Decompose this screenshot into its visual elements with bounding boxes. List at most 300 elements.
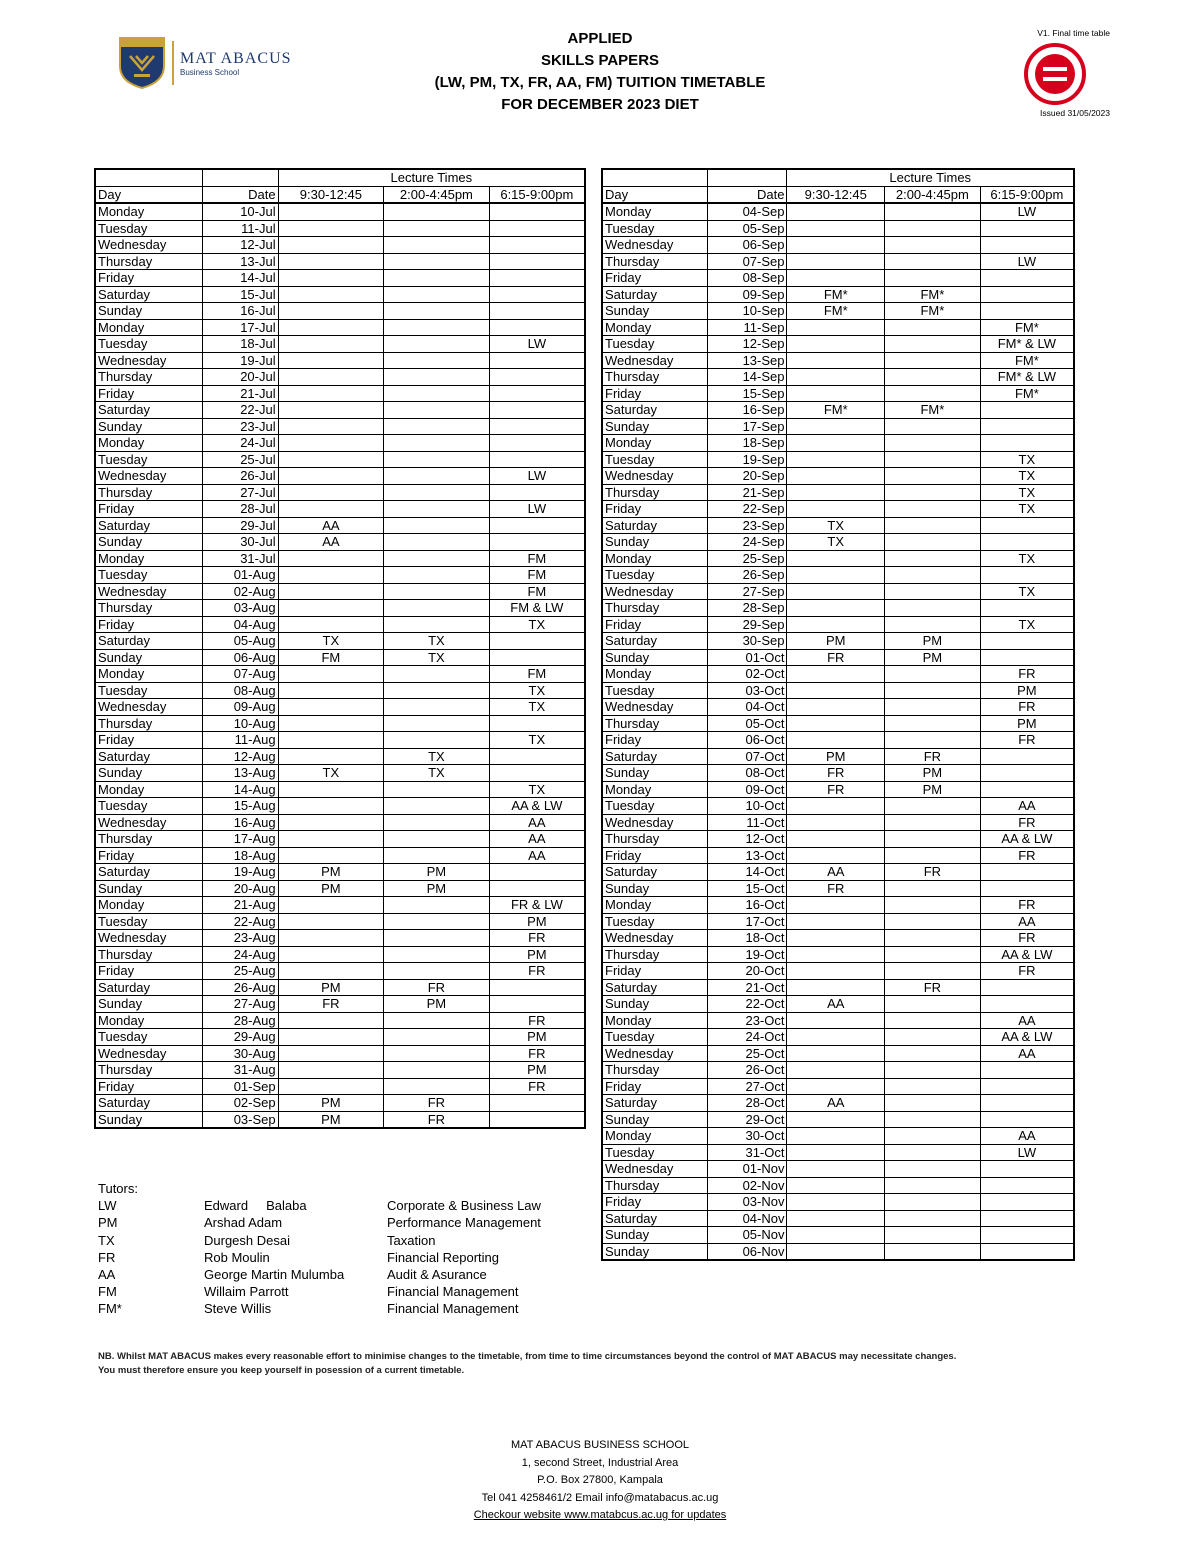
slot-afternoon-cell: PM bbox=[885, 781, 981, 798]
slot-morning-cell bbox=[787, 963, 885, 980]
slot-morning-cell bbox=[787, 732, 885, 749]
slot-afternoon-cell bbox=[384, 1012, 490, 1029]
slot-evening-cell: FM bbox=[489, 583, 585, 600]
table-row bbox=[602, 682, 1074, 699]
table-row bbox=[602, 798, 1074, 815]
slot-afternoon-cell bbox=[384, 418, 490, 435]
slot-evening-cell: TX bbox=[980, 583, 1074, 600]
slot-morning-cell bbox=[278, 699, 383, 716]
slot-afternoon-cell bbox=[885, 253, 981, 270]
slot-morning-cell bbox=[787, 352, 885, 369]
timetable-sep-nov bbox=[601, 168, 1075, 1261]
slot-evening-cell bbox=[980, 303, 1074, 320]
day-cell: Sunday bbox=[602, 418, 708, 435]
date-cell: 04-Oct bbox=[708, 699, 787, 716]
slot-morning-cell bbox=[278, 352, 383, 369]
day-cell: Monday bbox=[95, 1012, 203, 1029]
slot-evening-cell: AA bbox=[489, 814, 585, 831]
paper-code: PM bbox=[98, 1215, 118, 1231]
slot-afternoon-cell bbox=[384, 732, 490, 749]
table-row bbox=[602, 501, 1074, 518]
slot-afternoon-cell bbox=[885, 203, 981, 220]
slot-afternoon-cell bbox=[384, 666, 490, 683]
date-cell: 12-Aug bbox=[203, 748, 279, 765]
paper-subject: Financial Management bbox=[387, 1301, 519, 1317]
tutor-row bbox=[98, 1266, 541, 1283]
lecture-times-header: Lecture Times bbox=[787, 169, 1074, 186]
day-cell: Sunday bbox=[602, 1111, 708, 1128]
slot-morning-cell: TX bbox=[278, 765, 383, 782]
day-cell: Tuesday bbox=[602, 1029, 708, 1046]
date-cell: 20-Aug bbox=[203, 880, 279, 897]
table-row bbox=[602, 418, 1074, 435]
date-cell: 22-Oct bbox=[708, 996, 787, 1013]
slot-afternoon-cell: PM bbox=[384, 996, 490, 1013]
slot-evening-cell bbox=[489, 1111, 585, 1128]
date-cell: 05-Aug bbox=[203, 633, 279, 650]
day-cell: Sunday bbox=[95, 880, 203, 897]
table-row bbox=[95, 270, 585, 287]
slot-afternoon-cell bbox=[384, 715, 490, 732]
table-row bbox=[602, 1161, 1074, 1178]
day-cell: Thursday bbox=[602, 1177, 708, 1194]
slot-morning-cell: FM* bbox=[787, 402, 885, 419]
day-cell: Monday bbox=[602, 550, 708, 567]
slot-morning-cell bbox=[787, 1227, 885, 1244]
slot-morning-cell bbox=[278, 1078, 383, 1095]
date-cell: 23-Oct bbox=[708, 1012, 787, 1029]
day-cell: Wednesday bbox=[95, 1045, 203, 1062]
date-cell: 10-Oct bbox=[708, 798, 787, 815]
table-row bbox=[602, 402, 1074, 419]
table-row bbox=[602, 253, 1074, 270]
date-cell: 10-Aug bbox=[203, 715, 279, 732]
slot-morning-cell bbox=[278, 501, 383, 518]
slot-evening-cell: PM bbox=[489, 946, 585, 963]
slot-morning-cell bbox=[787, 798, 885, 815]
slot-afternoon-cell bbox=[885, 996, 981, 1013]
table-row bbox=[95, 286, 585, 303]
slot-afternoon-cell bbox=[384, 1045, 490, 1062]
slot-afternoon-cell bbox=[885, 435, 981, 452]
table-row bbox=[95, 781, 585, 798]
slot-afternoon-cell bbox=[885, 1029, 981, 1046]
paper-code: LW bbox=[98, 1198, 117, 1214]
date-cell: 06-Nov bbox=[708, 1243, 787, 1260]
slot-afternoon-cell bbox=[885, 1161, 981, 1178]
table-row bbox=[602, 649, 1074, 666]
slot-evening-cell bbox=[489, 484, 585, 501]
slot-morning-cell bbox=[278, 814, 383, 831]
day-cell: Wednesday bbox=[602, 468, 708, 485]
table-row bbox=[602, 203, 1074, 220]
table-row bbox=[602, 336, 1074, 353]
slot-evening-cell: TX bbox=[489, 616, 585, 633]
slot-morning-cell: TX bbox=[787, 517, 885, 534]
day-cell: Monday bbox=[602, 781, 708, 798]
day-cell: Sunday bbox=[602, 1243, 708, 1260]
slot-morning-cell bbox=[787, 1243, 885, 1260]
slot-afternoon-cell bbox=[885, 237, 981, 254]
table-row bbox=[95, 963, 585, 980]
date-cell: 29-Sep bbox=[708, 616, 787, 633]
day-cell: Tuesday bbox=[602, 567, 708, 584]
slot-morning-cell: PM bbox=[278, 880, 383, 897]
slot-evening-cell bbox=[980, 1161, 1074, 1178]
table-row bbox=[95, 682, 585, 699]
date-cell: 15-Oct bbox=[708, 880, 787, 897]
slot-evening-cell: FR bbox=[980, 732, 1074, 749]
slot-afternoon-cell bbox=[384, 897, 490, 914]
slot-evening-cell bbox=[980, 435, 1074, 452]
day-cell: Thursday bbox=[602, 484, 708, 501]
slot-afternoon-cell: FR bbox=[384, 1095, 490, 1112]
slot-afternoon-cell bbox=[885, 418, 981, 435]
slot-afternoon-cell: TX bbox=[384, 649, 490, 666]
day-cell: Friday bbox=[602, 501, 708, 518]
table-row bbox=[95, 913, 585, 930]
table-row bbox=[95, 814, 585, 831]
day-cell: Saturday bbox=[95, 1095, 203, 1112]
slot-evening-cell: FR bbox=[489, 1012, 585, 1029]
slot-morning-cell bbox=[787, 1045, 885, 1062]
day-cell: Tuesday bbox=[95, 682, 203, 699]
slot-evening-cell bbox=[980, 220, 1074, 237]
slot-evening-cell bbox=[980, 979, 1074, 996]
slot-morning-cell bbox=[787, 930, 885, 947]
slot-evening-cell bbox=[980, 1111, 1074, 1128]
slot-morning-cell bbox=[787, 319, 885, 336]
slot-morning-cell bbox=[278, 798, 383, 815]
slot-morning-cell bbox=[278, 1012, 383, 1029]
slot-evening-cell: AA & LW bbox=[980, 946, 1074, 963]
slot-morning-cell bbox=[278, 567, 383, 584]
table-row bbox=[95, 715, 585, 732]
tutor-name: Steve Willis bbox=[204, 1301, 272, 1317]
slot-evening-cell bbox=[489, 435, 585, 452]
footer bbox=[350, 1437, 850, 1525]
day-cell: Monday bbox=[602, 203, 708, 220]
slot-evening-cell bbox=[980, 649, 1074, 666]
day-cell: Monday bbox=[602, 1012, 708, 1029]
date-cell: 17-Sep bbox=[708, 418, 787, 435]
slot-afternoon-cell bbox=[384, 286, 490, 303]
paper-code: AA bbox=[98, 1267, 116, 1283]
date-header: Date bbox=[203, 186, 279, 203]
day-cell: Friday bbox=[602, 1194, 708, 1211]
slot-morning-cell bbox=[278, 748, 383, 765]
slot-morning-cell bbox=[278, 583, 383, 600]
date-cell: 19-Jul bbox=[203, 352, 279, 369]
brand-name: MAT ABACUS bbox=[180, 49, 292, 67]
slot-morning-cell bbox=[278, 913, 383, 930]
footer-website-link[interactable]: Checkour website www.matabcus.ac.ug for updates bbox=[473, 1509, 727, 1521]
date-cell: 24-Sep bbox=[708, 534, 787, 551]
day-cell: Sunday bbox=[602, 649, 708, 666]
table-row bbox=[95, 616, 585, 633]
slot-afternoon-cell bbox=[885, 583, 981, 600]
date-cell: 05-Sep bbox=[708, 220, 787, 237]
disclaimer-note bbox=[98, 1350, 1098, 1378]
paper-subject: Performance Management bbox=[387, 1215, 541, 1231]
date-cell: 13-Sep bbox=[708, 352, 787, 369]
slot-afternoon-cell bbox=[384, 847, 490, 864]
slot-evening-cell: AA bbox=[980, 1045, 1074, 1062]
date-cell: 21-Jul bbox=[203, 385, 279, 402]
date-cell: 28-Oct bbox=[708, 1095, 787, 1112]
slot-morning-cell bbox=[787, 847, 885, 864]
date-cell: 18-Oct bbox=[708, 930, 787, 947]
slot-morning-cell bbox=[787, 979, 885, 996]
table-row bbox=[95, 336, 585, 353]
slot-morning-cell: PM bbox=[278, 979, 383, 996]
day-cell: Thursday bbox=[95, 1062, 203, 1079]
slot-evening-cell: FR bbox=[980, 666, 1074, 683]
slot-evening-cell bbox=[980, 1227, 1074, 1244]
date-cell: 02-Sep bbox=[203, 1095, 279, 1112]
date-cell: 17-Jul bbox=[203, 319, 279, 336]
slot-evening-cell bbox=[489, 996, 585, 1013]
table-row bbox=[602, 550, 1074, 567]
slot-morning-cell bbox=[278, 336, 383, 353]
slot-afternoon-cell bbox=[384, 682, 490, 699]
slot-morning-cell: FM bbox=[278, 649, 383, 666]
slot-morning-cell bbox=[278, 253, 383, 270]
day-cell: Saturday bbox=[602, 1095, 708, 1112]
table-row bbox=[602, 732, 1074, 749]
day-cell: Saturday bbox=[95, 748, 203, 765]
date-cell: 30-Aug bbox=[203, 1045, 279, 1062]
slot-evening-cell: FR & LW bbox=[489, 897, 585, 914]
slot-afternoon-cell bbox=[885, 1243, 981, 1260]
slot-evening-cell bbox=[980, 1194, 1074, 1211]
slot-evening-cell: FM bbox=[489, 666, 585, 683]
slot-morning-cell: PM bbox=[787, 748, 885, 765]
slot-afternoon-cell: FR bbox=[384, 979, 490, 996]
slot-header: 6:15-9:00pm bbox=[980, 186, 1074, 203]
date-cell: 11-Jul bbox=[203, 220, 279, 237]
slot-afternoon-cell bbox=[885, 336, 981, 353]
table-row bbox=[602, 1029, 1074, 1046]
paper-subject: Audit & Asurance bbox=[387, 1267, 487, 1283]
date-cell: 25-Oct bbox=[708, 1045, 787, 1062]
slot-morning-cell: PM bbox=[278, 1111, 383, 1128]
slot-afternoon-cell bbox=[384, 501, 490, 518]
slot-morning-cell bbox=[278, 468, 383, 485]
slot-evening-cell bbox=[980, 418, 1074, 435]
paper-subject: Financial Management bbox=[387, 1284, 519, 1300]
day-cell: Thursday bbox=[602, 600, 708, 617]
slot-afternoon-cell bbox=[384, 385, 490, 402]
table-row bbox=[95, 600, 585, 617]
day-cell: Thursday bbox=[602, 831, 708, 848]
slot-afternoon-cell bbox=[885, 600, 981, 617]
slot-morning-cell bbox=[787, 369, 885, 386]
slot-morning-cell bbox=[787, 501, 885, 518]
table-row bbox=[95, 946, 585, 963]
date-cell: 12-Oct bbox=[708, 831, 787, 848]
slot-evening-cell: FR bbox=[980, 847, 1074, 864]
date-cell: 05-Oct bbox=[708, 715, 787, 732]
slot-afternoon-cell bbox=[384, 253, 490, 270]
slot-morning-cell bbox=[278, 286, 383, 303]
paper-subject: Financial Reporting bbox=[387, 1249, 500, 1265]
table-row bbox=[602, 864, 1074, 881]
slot-morning-cell bbox=[278, 847, 383, 864]
day-cell: Wednesday bbox=[95, 583, 203, 600]
date-cell: 13-Jul bbox=[203, 253, 279, 270]
date-cell: 25-Aug bbox=[203, 963, 279, 980]
date-cell: 13-Aug bbox=[203, 765, 279, 782]
slot-header: 9:30-12:45 bbox=[787, 186, 885, 203]
brand-subtitle: Business School bbox=[180, 67, 240, 77]
slot-evening-cell bbox=[489, 286, 585, 303]
day-cell: Wednesday bbox=[602, 352, 708, 369]
date-cell: 01-Aug bbox=[203, 567, 279, 584]
day-cell: Saturday bbox=[95, 402, 203, 419]
slot-afternoon-cell bbox=[384, 237, 490, 254]
day-cell: Sunday bbox=[95, 765, 203, 782]
date-cell: 24-Oct bbox=[708, 1029, 787, 1046]
slot-evening-cell bbox=[489, 220, 585, 237]
slot-morning-cell bbox=[787, 682, 885, 699]
date-cell: 19-Aug bbox=[203, 864, 279, 881]
slot-morning-cell bbox=[787, 814, 885, 831]
slot-evening-cell bbox=[489, 451, 585, 468]
slot-morning-cell bbox=[787, 1210, 885, 1227]
slot-evening-cell bbox=[489, 237, 585, 254]
tutor-row bbox=[98, 1214, 541, 1231]
table-row bbox=[602, 385, 1074, 402]
slot-evening-cell bbox=[489, 864, 585, 881]
day-cell: Saturday bbox=[602, 979, 708, 996]
tutor-name: Arshad Adam bbox=[204, 1215, 283, 1231]
day-cell: Tuesday bbox=[602, 220, 708, 237]
table-row bbox=[95, 583, 585, 600]
slot-afternoon-cell bbox=[384, 1078, 490, 1095]
slot-evening-cell bbox=[489, 534, 585, 551]
slot-morning-cell: AA bbox=[278, 534, 383, 551]
table-row bbox=[95, 649, 585, 666]
slot-morning-cell: PM bbox=[278, 1095, 383, 1112]
slot-afternoon-cell bbox=[885, 270, 981, 287]
slot-evening-cell: TX bbox=[980, 616, 1074, 633]
slot-afternoon-cell bbox=[384, 583, 490, 600]
date-cell: 03-Nov bbox=[708, 1194, 787, 1211]
timetable-jul-sep bbox=[94, 168, 586, 1129]
date-cell: 27-Oct bbox=[708, 1078, 787, 1095]
slot-evening-cell bbox=[980, 1243, 1074, 1260]
table-row bbox=[602, 435, 1074, 452]
slot-evening-cell bbox=[489, 253, 585, 270]
date-cell: 15-Jul bbox=[203, 286, 279, 303]
slot-morning-cell bbox=[278, 220, 383, 237]
slot-afternoon-cell bbox=[885, 1062, 981, 1079]
slot-afternoon-cell: FR bbox=[384, 1111, 490, 1128]
slot-morning-cell: FR bbox=[787, 880, 885, 897]
slot-morning-cell: AA bbox=[278, 517, 383, 534]
date-cell: 11-Sep bbox=[708, 319, 787, 336]
slot-evening-cell bbox=[980, 996, 1074, 1013]
slot-afternoon-cell bbox=[885, 1012, 981, 1029]
table-row bbox=[602, 715, 1074, 732]
slot-header: 9:30-12:45 bbox=[278, 186, 383, 203]
day-cell: Tuesday bbox=[602, 798, 708, 815]
title-line: (LW, PM, TX, FR, AA, FM) TUITION TIMETABLE bbox=[434, 74, 766, 91]
slot-evening-cell: FR bbox=[980, 814, 1074, 831]
slot-evening-cell bbox=[980, 765, 1074, 782]
slot-evening-cell: TX bbox=[980, 550, 1074, 567]
table-row bbox=[602, 633, 1074, 650]
date-cell: 05-Nov bbox=[708, 1227, 787, 1244]
slot-afternoon-cell bbox=[885, 946, 981, 963]
table-row bbox=[95, 203, 585, 220]
date-cell: 07-Oct bbox=[708, 748, 787, 765]
table-row bbox=[602, 666, 1074, 683]
slot-morning-cell: FR bbox=[787, 765, 885, 782]
slot-morning-cell: FM* bbox=[787, 303, 885, 320]
slot-evening-cell bbox=[489, 369, 585, 386]
table-row bbox=[95, 765, 585, 782]
day-cell: Friday bbox=[602, 847, 708, 864]
slot-evening-cell: FM & LW bbox=[489, 600, 585, 617]
slot-morning-cell bbox=[787, 270, 885, 287]
slot-evening-cell: FM bbox=[489, 567, 585, 584]
slot-evening-cell: PM bbox=[489, 913, 585, 930]
slot-morning-cell bbox=[787, 715, 885, 732]
slot-afternoon-cell: FR bbox=[885, 748, 981, 765]
table-row bbox=[602, 1128, 1074, 1145]
slot-morning-cell: AA bbox=[787, 864, 885, 881]
lecture-times-header: Lecture Times bbox=[278, 169, 585, 186]
approved-stamp-icon bbox=[1023, 42, 1087, 106]
table-row bbox=[95, 831, 585, 848]
slot-morning-cell bbox=[787, 1144, 885, 1161]
tutor-row bbox=[98, 1249, 541, 1266]
slot-evening-cell: TX bbox=[980, 484, 1074, 501]
slot-afternoon-cell: PM bbox=[885, 649, 981, 666]
table-row bbox=[95, 385, 585, 402]
slot-evening-cell: PM bbox=[980, 682, 1074, 699]
slot-afternoon-cell bbox=[885, 798, 981, 815]
slot-afternoon-cell bbox=[885, 501, 981, 518]
slot-header: 2:00-4:45pm bbox=[384, 186, 490, 203]
slot-evening-cell bbox=[489, 385, 585, 402]
slot-morning-cell bbox=[787, 699, 885, 716]
slot-afternoon-cell bbox=[885, 517, 981, 534]
day-cell: Wednesday bbox=[602, 699, 708, 716]
title-line: FOR DECEMBER 2023 DIET bbox=[501, 96, 699, 113]
date-cell: 02-Aug bbox=[203, 583, 279, 600]
date-cell: 31-Jul bbox=[203, 550, 279, 567]
date-cell: 14-Oct bbox=[708, 864, 787, 881]
slot-afternoon-cell bbox=[885, 682, 981, 699]
date-cell: 30-Sep bbox=[708, 633, 787, 650]
slot-morning-cell bbox=[278, 616, 383, 633]
date-cell: 11-Aug bbox=[203, 732, 279, 749]
slot-morning-cell bbox=[787, 913, 885, 930]
table-row bbox=[602, 270, 1074, 287]
note-line: NB. Whilst MAT ABACUS makes every reasonable effort to minimise changes to the timetable, from time to time circumstances beyond the control of MAT ABACUS may necessitate changes. bbox=[98, 1351, 957, 1362]
slot-evening-cell bbox=[980, 1210, 1074, 1227]
date-cell: 10-Jul bbox=[203, 203, 279, 220]
date-cell: 16-Jul bbox=[203, 303, 279, 320]
table-row bbox=[95, 880, 585, 897]
table-row bbox=[602, 765, 1074, 782]
slot-morning-cell bbox=[278, 600, 383, 617]
slot-evening-cell: AA bbox=[489, 847, 585, 864]
date-cell: 07-Aug bbox=[203, 666, 279, 683]
